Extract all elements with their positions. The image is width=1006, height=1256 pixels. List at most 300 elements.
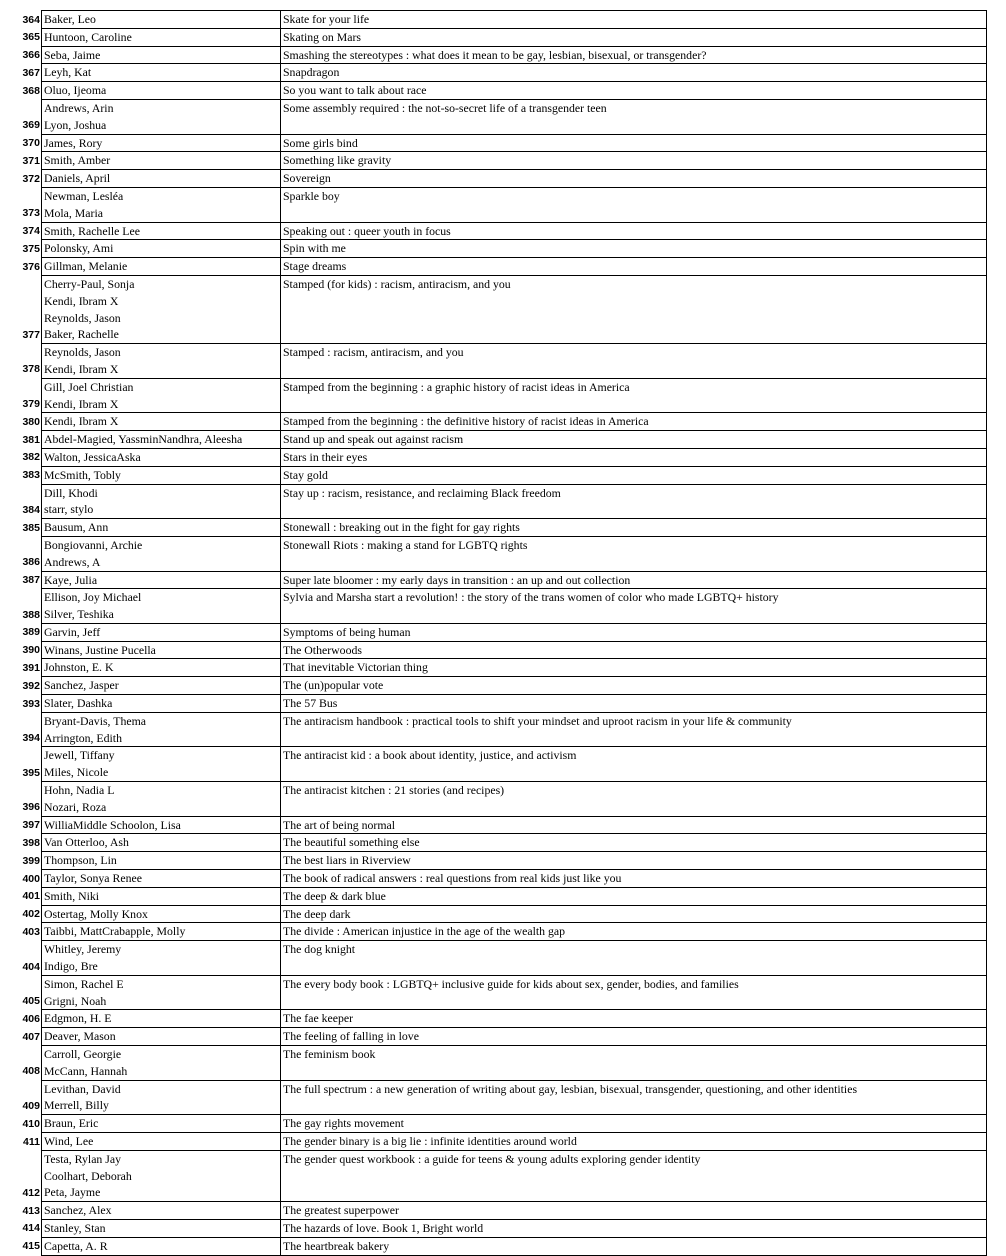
row-number: 378 [22,363,40,376]
author-cell [42,28,281,46]
title-cell [281,747,987,782]
table-row [0,240,987,258]
row-number: 377 [22,328,40,341]
author-name: Leyh, Kat [44,65,92,80]
author-cell [42,82,281,100]
row-number: 411 [23,1135,40,1148]
row-number: 390 [22,644,40,657]
title-cell [281,152,987,170]
book-title: Stage dreams [283,259,347,274]
row-number: 367 [22,66,40,79]
title-cell [281,519,987,537]
table-row [0,1133,987,1151]
title-cell [281,28,987,46]
title-cell [281,466,987,484]
author-cell [42,99,281,134]
book-title: The 57 Bus [283,696,338,711]
row-number: 406 [22,1012,40,1025]
book-title: Snapdragon [283,65,340,80]
title-cell [281,344,987,379]
author-cell [42,695,281,713]
title-cell [281,222,987,240]
author-name: Kendi, Ibram X [44,361,119,376]
book-title: The gay rights movement [283,1116,404,1131]
author-cell [42,11,281,29]
table-row [0,519,987,537]
table-row [0,82,987,100]
title-cell [281,1010,987,1028]
book-title: Stamped from the beginning : a graphic history of racist ideas in America [283,379,630,394]
author-cell [42,870,281,888]
author-name: Gillman, Melanie [44,259,128,274]
author-cell [42,659,281,677]
author-name: Bongiovanni, Archie [44,537,143,552]
author-cell [42,222,281,240]
table-row [0,46,987,64]
table-row [0,695,987,713]
book-title: The deep & dark blue [283,888,386,903]
author-cell [42,170,281,188]
row-number: 415 [22,1240,40,1253]
table-row [0,589,987,624]
row-number: 387 [22,574,40,586]
author-name: Daniels, April [44,171,111,186]
book-title: Stamped from the beginning : the definitive history of racist ideas in America [283,414,649,429]
title-cell [281,1046,987,1081]
title-cell [281,641,987,659]
row-number: 365 [22,31,40,44]
author-cell [42,448,281,466]
book-title: The every body book : LGBTQ+ inclusive guide for kids about sex, gender, bodies, and families [283,976,739,991]
book-title: The art of being normal [283,817,396,832]
author-name: Kendi, Ibram X [44,293,119,308]
row-number: 410 [22,1117,40,1130]
table-row [0,659,987,677]
author-name: Indigo, Bre [44,959,98,974]
title-cell [281,1202,987,1220]
table-row [0,344,987,379]
author-cell [42,1046,281,1081]
table-row [0,1219,987,1237]
author-name: Levithan, David [44,1081,121,1096]
title-cell [281,240,987,258]
title-cell [281,1150,987,1201]
author-cell [42,1219,281,1237]
author-name: Lyon, Joshua [44,117,107,132]
author-name: James, Rory [44,135,103,150]
author-name: WilliaMiddle Schoolon, Lisa [44,817,181,832]
row-number: 376 [22,260,40,273]
title-cell [281,1028,987,1046]
author-cell [42,747,281,782]
title-cell [281,1080,987,1115]
author-name: Sanchez, Jasper [44,678,119,693]
book-title: Stay gold [283,467,328,482]
title-cell [281,11,987,29]
author-name: Coolhart, Deborah [44,1168,132,1183]
table-row [0,623,987,641]
title-cell [281,975,987,1010]
author-name: Merrell, Billy [44,1098,109,1113]
author-name: Johnston, E. K [44,660,114,675]
row-number: 364 [22,13,40,26]
title-cell [281,712,987,747]
row-number: 396 [22,801,40,814]
author-name: Deaver, Mason [44,1029,116,1044]
author-name: Taylor, Sonya Renee [44,871,142,886]
title-cell [281,431,987,449]
author-cell [42,519,281,537]
title-cell [281,941,987,976]
author-name: Huntoon, Caroline [44,29,132,44]
author-name: Braun, Eric [44,1116,99,1131]
author-cell [42,1150,281,1201]
author-cell [42,923,281,941]
title-cell [281,378,987,413]
author-cell [42,834,281,852]
title-cell [281,413,987,431]
title-cell [281,571,987,589]
author-cell [42,1115,281,1133]
table-row [0,1150,987,1201]
author-name: starr, stylo [44,502,94,517]
author-name: Kaye, Julia [44,572,98,587]
title-cell [281,816,987,834]
table-row [0,99,987,134]
book-title: The full spectrum : a new generation of writing about gay, lesbian, bisexual, transgender, questioning, and other identities [283,1081,858,1096]
row-number: 382 [22,451,40,464]
row-number: 403 [22,925,40,938]
author-name: Simon, Rachel E [44,976,124,991]
author-name: Reynolds, Jason [44,345,121,360]
table-row [0,64,987,82]
author-name: Grigni, Noah [44,993,107,1008]
author-cell [42,152,281,170]
author-cell [42,275,281,343]
author-cell [42,589,281,624]
row-number: 380 [22,415,40,428]
table-row [0,747,987,782]
book-title: Some assembly required : the not-so-secret life of a transgender teen [283,100,607,115]
book-title: The book of radical answers : real questions from real kids just like you [283,871,622,886]
author-name: Testa, Rylan Jay [44,1151,122,1166]
table-row [0,187,987,222]
book-title: Stonewall Riots : making a stand for LGBTQ rights [283,537,528,552]
book-title: The heartbreak bakery [283,1238,390,1253]
title-cell [281,677,987,695]
author-name: Silver, Teshika [44,607,114,622]
author-name: Wind, Lee [44,1134,94,1148]
author-cell [42,782,281,817]
title-cell [281,923,987,941]
author-cell [42,258,281,276]
author-cell [42,1010,281,1028]
author-name: Hohn, Nadia L [44,783,115,798]
book-title: The gender quest workbook : a guide for teens & young adults exploring gender identity [283,1151,701,1166]
title-cell [281,536,987,571]
title-cell [281,1219,987,1237]
row-number: 391 [22,661,40,674]
author-cell [42,905,281,923]
table-row [0,887,987,905]
book-title: Stand up and speak out against racism [283,432,464,447]
table-row [0,1202,987,1220]
title-cell [281,484,987,519]
table-row [0,923,987,941]
title-cell [281,448,987,466]
table-row [0,431,987,449]
book-title: The antiracism handbook : practical tools to shift your mindset and uproot racism in your life & community [283,713,792,728]
book-title: The best liars in Riverview [283,853,411,868]
row-number: 381 [22,433,40,446]
author-cell [42,431,281,449]
row-number: 369 [22,119,40,132]
author-name: Ellison, Joy Michael [44,590,142,605]
author-cell [42,1202,281,1220]
author-cell [42,712,281,747]
author-name: Kendi, Ibram X [44,414,119,429]
author-cell [42,536,281,571]
author-name: Carroll, Georgie [44,1047,122,1062]
row-number: 374 [22,225,40,238]
author-name: Ostertag, Molly Knox [44,906,148,921]
row-number: 409 [22,1099,40,1112]
author-name: Cherry-Paul, Sonja [44,276,135,291]
book-list-sheet [0,10,987,1256]
row-number: 400 [22,872,40,885]
book-title: The greatest superpower [283,1203,399,1218]
author-name: Van Otterloo, Ash [44,835,129,850]
table-row [0,1237,987,1255]
row-number: 389 [22,626,40,639]
author-name: Baker, Leo [44,12,96,26]
row-number: 379 [22,398,40,411]
book-title: Stamped (for kids) : racism, antiracism, and you [283,276,511,291]
title-cell [281,782,987,817]
author-name: Gill, Joel Christian [44,379,134,394]
title-cell [281,695,987,713]
author-name: Taibbi, MattCrabapple, Molly [44,924,186,939]
row-number: 398 [22,836,40,849]
author-cell [42,344,281,379]
row-number: 383 [22,469,40,482]
table-row [0,11,987,29]
book-list-rows [0,11,987,1256]
author-name: Peta, Jayme [44,1185,101,1200]
table-row [0,641,987,659]
row-number: 372 [22,172,40,185]
table-row [0,1115,987,1133]
book-title: Skate for your life [283,12,370,26]
author-cell [42,1133,281,1151]
table-row [0,378,987,413]
author-name: Abdel-Magied, YassminNandhra, Aleesha [44,432,243,447]
author-cell [42,484,281,519]
book-title: Spin with me [283,241,346,256]
author-name: Thompson, Lin [44,853,117,868]
row-number: 394 [22,732,40,745]
title-cell [281,852,987,870]
table-row [0,413,987,431]
author-cell [42,64,281,82]
row-number: 401 [22,890,40,903]
author-cell [42,975,281,1010]
book-title: The Otherwoods [283,642,362,657]
author-cell [42,852,281,870]
row-number: 392 [22,679,40,692]
author-name: Sanchez, Alex [44,1203,112,1218]
table-row [0,712,987,747]
author-name: Arrington, Edith [44,730,122,745]
row-number: 395 [22,766,40,779]
book-title: Super late bloomer : my early days in transition : an up and out collection [283,572,631,587]
book-title: Stars in their eyes [283,449,368,464]
table-row [0,782,987,817]
table-row [0,28,987,46]
book-title: The beautiful something else [283,835,420,850]
row-number: 404 [22,960,40,973]
title-cell [281,99,987,134]
title-cell [281,834,987,852]
book-title: The antiracist kitchen : 21 stories (and recipes) [283,783,505,798]
table-row [0,466,987,484]
author-name: Seba, Jaime [44,47,101,62]
table-row [0,1080,987,1115]
author-name: Bausum, Ann [44,520,109,535]
book-title: Smashing the stereotypes : what does it mean to be gay, lesbian, bisexual, or transgender? [283,47,707,62]
author-name: Dill, Khodi [44,485,98,500]
author-cell [42,378,281,413]
author-name: Newman, Lesléa [44,188,124,203]
book-title: That inevitable Victorian thing [283,660,428,675]
row-number: 384 [22,503,40,516]
author-cell [42,134,281,152]
author-name: Nozari, Roza [44,799,107,814]
row-number: 413 [22,1204,40,1217]
title-cell [281,187,987,222]
row-number: 402 [22,908,40,921]
title-cell [281,1237,987,1255]
table-row [0,852,987,870]
title-cell [281,870,987,888]
row-number: 386 [22,556,40,569]
table-row [0,222,987,240]
book-title: Stay up : racism, resistance, and reclaiming Black freedom [283,485,561,500]
author-name: Oluo, Ijeoma [44,83,107,98]
author-name: Bryant-Davis, Thema [44,713,146,728]
row-number: 407 [22,1030,40,1043]
row-number: 388 [22,608,40,621]
row-number: 371 [22,154,40,167]
author-name: Smith, Niki [44,888,100,903]
table-row [0,275,987,343]
book-title: The feminism book [283,1047,376,1062]
author-cell [42,677,281,695]
title-cell [281,589,987,624]
row-number: 370 [22,137,40,150]
author-cell [42,941,281,976]
book-title: The dog knight [283,942,356,957]
title-cell [281,82,987,100]
author-cell [42,641,281,659]
table-row [0,571,987,589]
author-name: Baker, Rachelle [44,327,119,342]
book-title: Sovereign [283,171,331,186]
table-row [0,536,987,571]
row-number: 393 [22,697,40,710]
row-number: 397 [22,819,40,832]
author-name: Kendi, Ibram X [44,396,119,411]
author-name: Polonsky, Ami [44,241,114,256]
title-cell [281,1115,987,1133]
row-number: 368 [22,84,40,97]
book-title: Sylvia and Marsha start a revolution! : the story of the trans women of color who made LGBTQ+ history [283,590,779,605]
table-row [0,834,987,852]
author-name: Reynolds, Jason [44,310,121,325]
row-number: 399 [22,854,40,867]
table-row [0,816,987,834]
book-title: The deep dark [283,906,351,921]
author-cell [42,413,281,431]
author-cell [42,816,281,834]
row-number: 366 [22,49,40,62]
author-name: Mola, Maria [44,205,103,220]
author-cell [42,1028,281,1046]
row-number: 385 [22,521,40,534]
book-title: The hazards of love. Book 1, Bright world [283,1220,484,1235]
book-title: Skating on Mars [283,29,361,44]
author-name: Slater, Dashka [44,696,113,711]
book-title: The feeling of falling in love [283,1029,419,1044]
table-row [0,941,987,976]
book-title: The fae keeper [283,1011,354,1026]
title-cell [281,623,987,641]
author-name: Smith, Amber [44,153,111,168]
author-cell [42,1237,281,1255]
author-cell [42,466,281,484]
title-cell [281,64,987,82]
row-number: 373 [22,207,40,220]
row-number: 408 [22,1065,40,1078]
title-cell [281,887,987,905]
author-name: Winans, Justine Pucella [44,642,156,657]
book-title: The antiracist kid : a book about identity, justice, and activism [283,748,577,763]
author-name: Walton, JessicaAska [44,449,141,464]
title-cell [281,659,987,677]
author-name: McCann, Hannah [44,1063,128,1078]
author-cell [42,887,281,905]
table-row [0,484,987,519]
title-cell [281,170,987,188]
title-cell [281,134,987,152]
book-title: Something like gravity [283,153,392,168]
row-number: 414 [22,1222,40,1235]
table-row [0,677,987,695]
row-number: 375 [22,242,40,255]
row-number: 412 [22,1186,40,1199]
author-name: Edgmon, H. E [44,1011,112,1026]
row-number: 405 [22,995,40,1008]
author-cell [42,623,281,641]
title-cell [281,1133,987,1151]
author-cell [42,571,281,589]
table-row [0,1028,987,1046]
table-row [0,134,987,152]
table-row [0,258,987,276]
author-name: Andrews, A [44,554,101,569]
author-name: Stanley, Stan [44,1220,106,1235]
table-row [0,1010,987,1028]
